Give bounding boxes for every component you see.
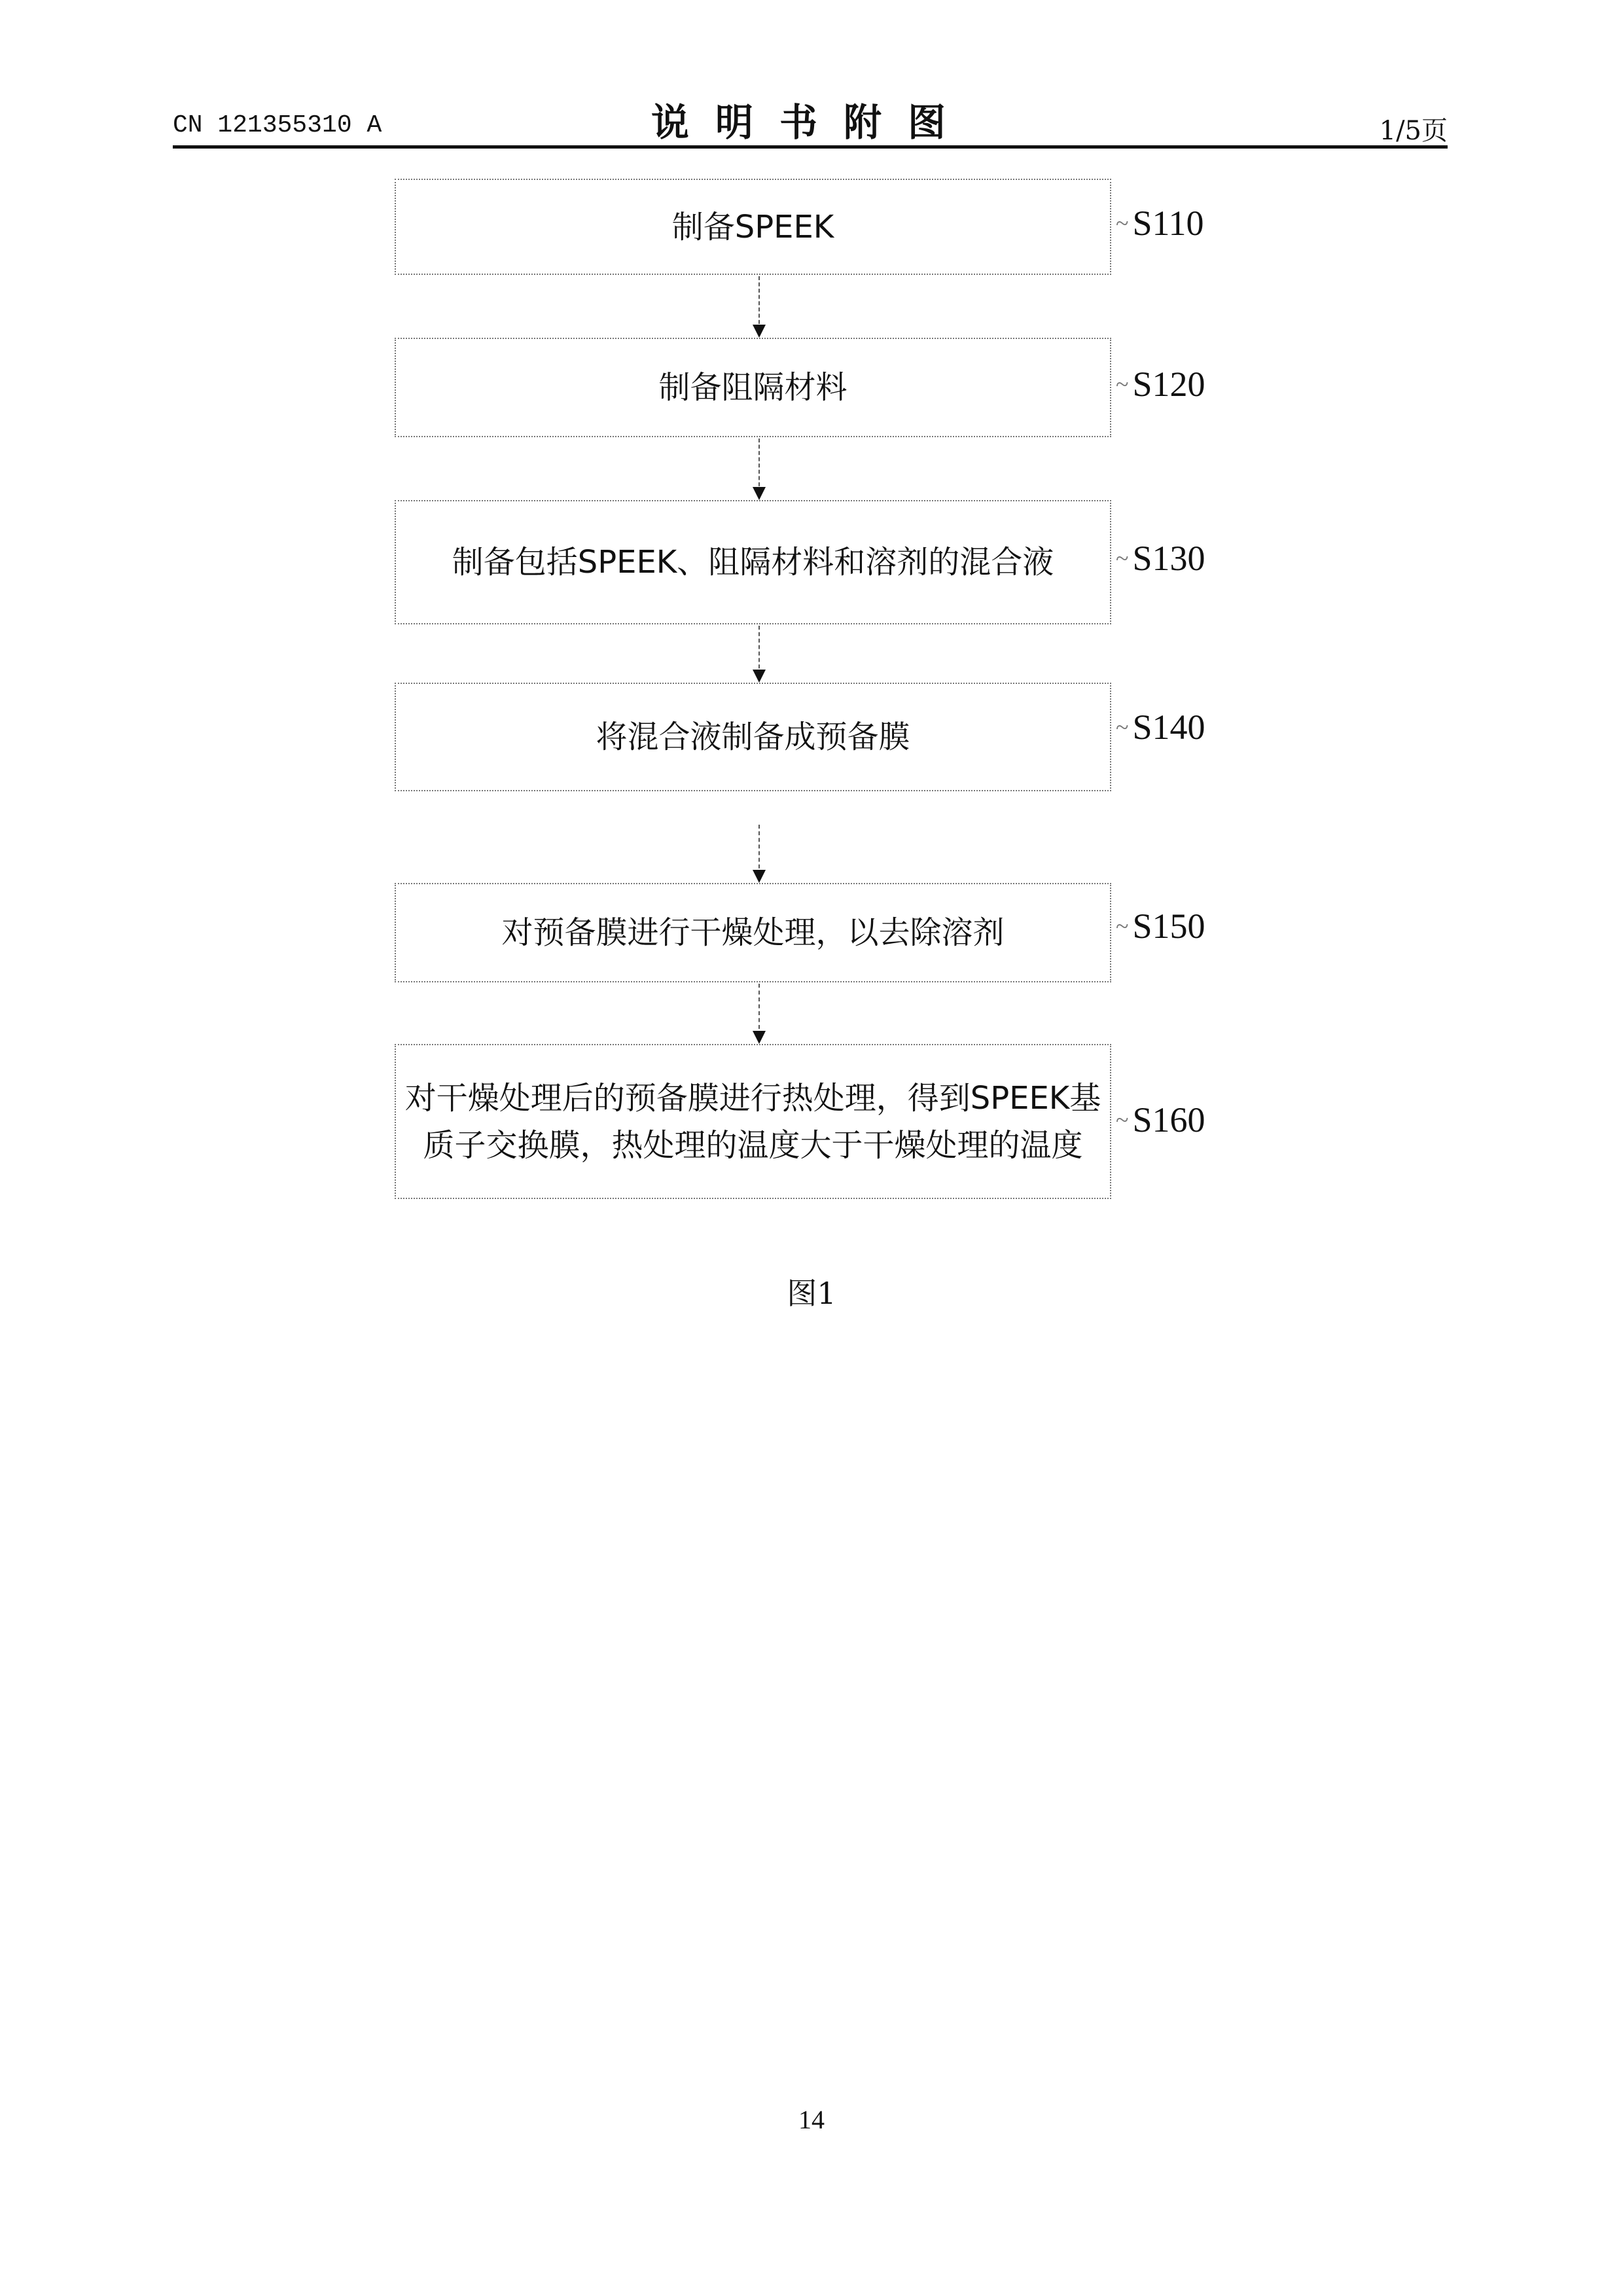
page-number: 14 [0, 2104, 1623, 2135]
flow-arrow [758, 626, 760, 681]
flow-step-s140: 将混合液制备成预备膜 [395, 683, 1111, 791]
step-label: S130 [1132, 538, 1205, 579]
flow-arrow [758, 439, 760, 499]
leader-line-icon: ~ [1116, 370, 1128, 398]
leader-line-icon: ~ [1116, 209, 1128, 237]
step-label: S150 [1132, 906, 1205, 946]
flow-step-s120: 制备阻隔材料 [395, 338, 1111, 437]
flow-arrow [758, 276, 760, 336]
step-label-s150 [1116, 906, 1205, 946]
publication-number: CN 121355310 A [173, 111, 382, 139]
flow-arrow [758, 984, 760, 1043]
header-rule [173, 145, 1448, 149]
step-label-s110 [1116, 203, 1204, 243]
step-label: S140 [1132, 707, 1205, 747]
flow-arrow [758, 825, 760, 882]
page-info: 1/5页 [1380, 110, 1448, 147]
leader-line-icon: ~ [1116, 713, 1128, 741]
step-label: S110 [1132, 203, 1204, 243]
step-label: S160 [1132, 1100, 1205, 1140]
page-title: 说明书附图 [0, 92, 1623, 147]
flow-step-s160: 对干燥处理后的预备膜进行热处理，得到SPEEK基质子交换膜，热处理的温度大于干燥处理的温度 [395, 1044, 1111, 1199]
leader-line-icon: ~ [1116, 1106, 1128, 1134]
flow-step-s130: 制备包括SPEEK、阻隔材料和溶剂的混合液 [395, 500, 1111, 624]
step-label-s140 [1116, 707, 1205, 747]
flow-step-s150: 对预备膜进行干燥处理，以去除溶剂 [395, 883, 1111, 982]
step-label-s120 [1116, 364, 1205, 404]
figure-caption: 图1 [0, 1270, 1623, 1313]
leader-line-icon: ~ [1116, 545, 1128, 572]
step-label: S120 [1132, 364, 1205, 404]
step-label-s160 [1116, 1100, 1205, 1140]
leader-line-icon: ~ [1116, 912, 1128, 940]
flow-step-s110: 制备SPEEK [395, 179, 1111, 275]
step-label-s130 [1116, 538, 1205, 579]
